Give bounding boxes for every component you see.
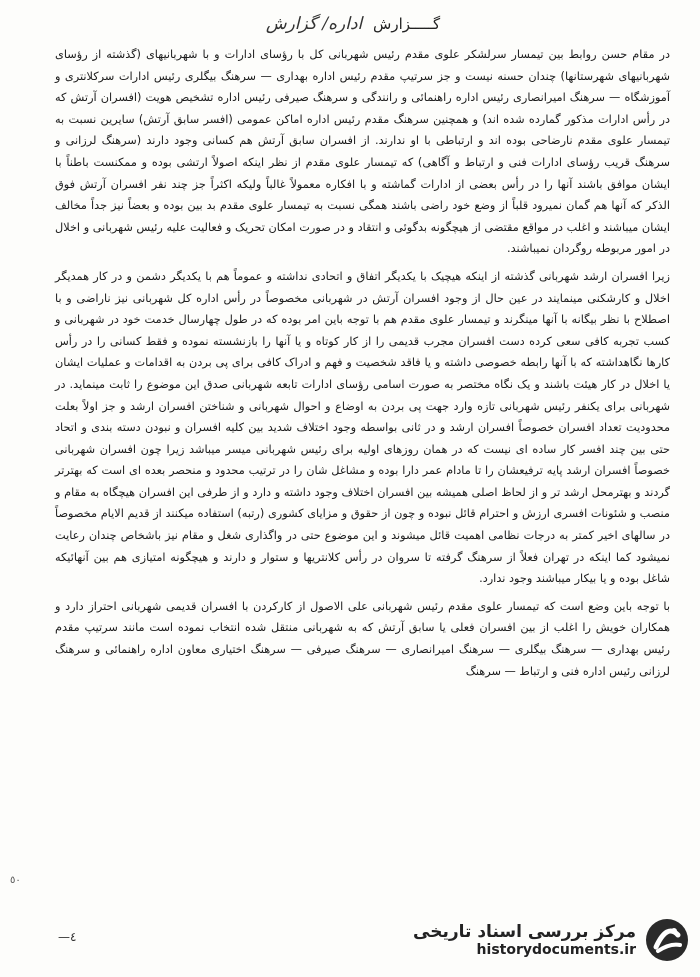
page-number: —٤	[58, 930, 77, 944]
watermark-title: مرکز بررسی اسناد تاریخی	[413, 922, 636, 942]
watermark-url: historydocuments.ir	[476, 942, 636, 958]
paragraph-2: زیرا افسران ارشد شهربانی گذشته از اینکه هیچیک با یکدیگر اتفاق و اتحادی نداشته و عموماً هم با یکدیگر دشمن و در کار همدیگر اخلال و کارشکنی مینمایند در عین حال از وجود افسران آرتش در شهربانی مخصوصاً در رأس اداره کل شهربانی نیز ناراضی و با اصطلاح با نظر بیگانه با آنها مینگرند و تیمسار علوی مقدم هم با توجه باین امر بوده که در طول چهارسال خدمت خود در شهربانی و کسب تجربه کافی سعی کرده دست افسران مجرب قدیمی را از کار کوتاه و یا آنها را بازنشسته نموده و فقط کسانی را در رأس کارها نگاهداشته که با آنها رابطه خصوصی داشته و یا فاقد شخصیت و فهم و ادراک کافی برای پی بردن به اقدامات و عملیات ایشان یا اخلال در کار هیئت باشند و یک نگاه مختصر به صورت اسامی رؤسای ادارات تابعه شهربانی صدق این موضوع را ثابت مینماید. در شهربانی برای یکنفر رئیس شهربانی تازه وارد جهت پی بردن به اوضاع و احوال شهربانی و شناختن افسران ارشد و جز اولاً بعلت محدودیت تعداد افسران خصوصاً افسران ارشد و در ثانی بواسطه وجود اختلاف شدید بین کلیه افسران و نبودن دسته بندی و اتحاد حتی بین چند افسر کار ساده ای نیست که در همان روزهای اولیه برای رئیس شهربانی میسر میباشد زیرا چون افسران شهربانی خصوصاً افسران ارشد پایه ترفیعشان را تا مادام عمر دارا بوده و مشاغل شان را در ترتیب محدود و منحصر بعده ای است که بهترتر گردند و بهترمحل ارشد تر و از لحاظ اصلی همیشه بین افسران اختلاف وجود داشته و دارد و از طرفی این افسران هیچگاه به مقام و منصب و شئونات افسری ارزش و احترام قائل نبوده و چون از حقوق و مزایای کشوری (رتبه) استفاده میکنند از قدیم الایام مخصوصاً در سالهای اخیر کمتر به درجات نظامی اهمیت قائل میشوند و این موضوع حتی در واگذاری شغل و مقام نیز باشخاص چندان رعایت نمیشود کما اینکه در تهران فعلاً از سرهنگ گرفته تا سروان در رأس کلانتریها و ستوار و دارند و هیچگونه امتیازی هم بین آنهائیکه شاغل بوده و یا بیکار میباشند وجود ندارد.	[55, 269, 670, 586]
archive-logo-icon	[644, 917, 690, 963]
document-heading	[0, 14, 700, 34]
paragraph-3: با توجه باین وضع است که تیمسار علوی مقدم رئیس شهربانی علی الاصول از کارکردن با افسران قدیمی شهربانی احتراز دارد و همکاران خویش را اغلب از بین افسران فعلی یا سابق آرتش که به شهربانی منتقل شده انتخاب نموده است مانند سرتیپ مقدم رئیس بهداری — سرهنگ بیگلری — سرهنگ امیرانصاری — سرهنگ صیرفی — سرهنگ اختیاری معاون اداره راهنمائی و سرهنگ لرزانی رئیس اداره فنی و ارتباط — سرهنگ	[55, 599, 670, 678]
archive-watermark	[390, 911, 690, 969]
document-body	[55, 44, 670, 682]
handwritten-note: اداره/ گزارش	[265, 14, 363, 34]
paragraph-1: در مقام حسن روابط بین تیمسار سرلشکر علوی مقدم رئیس شهربانی کل با رؤسای ادارات و با شهربانیهای (گذشته از رؤسای شهربانیهای شهرستانها) چندان حسنه نیست و جز سرتیپ مقدم رئیس اداره بهداری — سرهنگ بیگلری رئیس ادارات سرکلانتری و آموزشگاه — سرهنگ امیرانصاری رئیس اداره راهنمائی و رانندگی و سرهنگ صیرفی رئیس اداره تشخیص هویت (افسران آرتش که در رأس ادارات مذکور گمارده شده اند) و همچنین سرهنگ مقدم رئیس اداره اماکن عمومی (افسر سابق آرتش) سایرین نسبت به تیمسار علوی مقدم نارضاحی بوده اند و ارتباطی با او ندارند. از افسران سابق آرتش هم کسانی وجود دارند (سرهنگ لرزانی و سرهنگ قریب رؤسای ادارات فنی و ارتباط و آگاهی) که تیمسار علوی مقدم از نظر اینکه اصولاً ارتشی بوده و ممکنست باطناً با ایشان موافق باشند آنها را در رأس بعضی از ادارات گماشته و با افکاره معمولاً غالباً ولیکه اکثراً جز چند نفر افسران آرتش فوق الذکر که آنها هم گمان نمیرود قلباً از وضع خود راضی باشند همگی نسبت به تیمسار علوی مقدم بد بین بوده و بعضاً نیز جداً مخالف ایشان میباشند و اغلب در مواقع مقتضی از هیچگونه بدگوئی و انتقاد و در صورت امکان تحریک و فعالیت علیه رئیس شهربانی و اخلال در امور مربوطه روگردان نمیباشند.	[55, 48, 670, 256]
side-mark: ٥٠	[10, 875, 21, 886]
report-title: گـــــزارش	[373, 15, 441, 33]
